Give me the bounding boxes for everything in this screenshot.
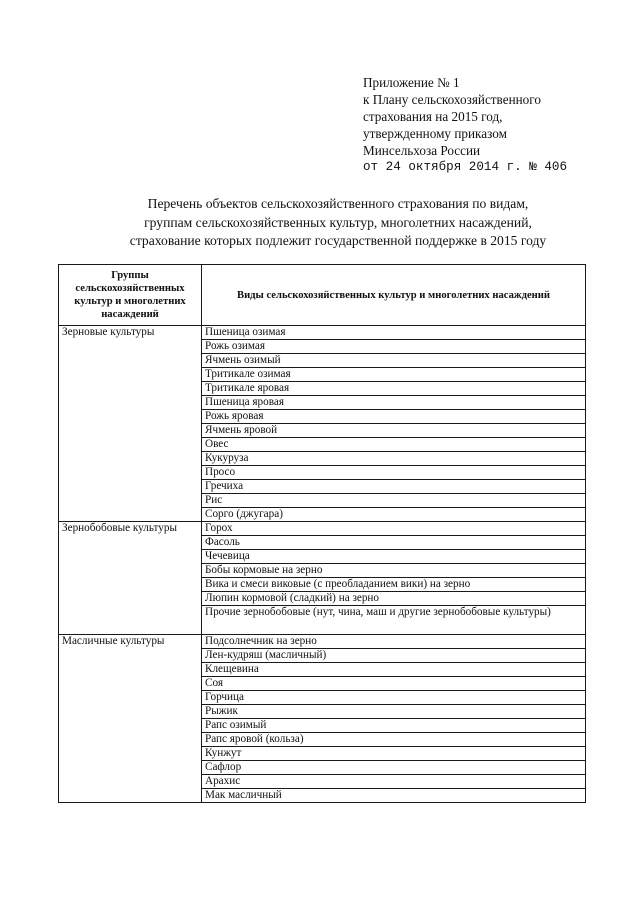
crop-cell: Ячмень яровой [202,424,586,438]
crop-cell: Клещевина [202,663,586,677]
title-line: группам сельскохозяйственных культур, многолетних насаждений, [144,214,532,230]
crop-cell: Рожь яровая [202,410,586,424]
table-row [59,522,586,536]
crop-cell: Бобы кормовые на зерно [202,564,586,578]
crop-cell: Сафлор [202,761,586,775]
crop-cell: Тритикале озимая [202,368,586,382]
group-cell: Зерновые культуры [59,326,202,522]
appendix-line: Приложение № 1 [363,75,460,90]
crop-cell: Лен-кудряш (масличный) [202,649,586,663]
crop-cell: Кунжут [202,747,586,761]
table-header-row [59,265,586,326]
header-groups: Группы сельскохозяйственных культур и многолетних насаждений [59,265,202,326]
title-line: страхование которых подлежит государственной поддержке в 2015 году [129,233,547,248]
crops-table [58,264,586,803]
appendix-header [363,74,603,176]
crop-cell: Просо [202,466,586,480]
crop-cell: Гречиха [202,480,586,494]
appendix-line: страхования на 2015 год, [363,109,503,124]
group-cell: Масличные культуры [59,635,202,803]
appendix-line: к Плану сельскохозяйственного [363,92,541,107]
title-line: Перечень объектов сельскохозяйственного страхования по видам, [147,196,529,211]
crop-cell: Сорго (джугара) [202,508,586,522]
crop-cell: Пшеница озимая [202,326,586,340]
crop-cell: Рыжик [202,705,586,719]
crop-cell: Рапс яровой (кольза) [202,733,586,747]
document-title [60,195,616,251]
crop-cell: Вика и смеси виковые (с преобладанием вики) на зерно [202,578,586,592]
crop-cell: Люпин кормовой (сладкий) на зерно [202,592,586,606]
table-body [59,326,586,803]
crop-cell: Чечевица [202,550,586,564]
crop-cell: Рис [202,494,586,508]
table-row [59,635,586,649]
crop-cell: Фасоль [202,536,586,550]
table-row [59,326,586,340]
crop-cell: Ячмень озимый [202,354,586,368]
crop-cell: Пшеница яровая [202,396,586,410]
appendix-order-line: от 24 октября 2014 г. № 406 [363,160,568,174]
crop-cell: Арахис [202,775,586,789]
crop-cell: Соя [202,677,586,691]
crop-cell: Овес [202,438,586,452]
crop-cell: Прочие зернобобовые (нут, чина, маш и другие зернобобовые культуры) [202,606,586,635]
crop-cell: Подсолнечник на зерно [202,635,586,649]
crop-cell: Рожь озимая [202,340,586,354]
crop-cell: Мак масличный [202,789,586,803]
crop-cell: Горчица [202,691,586,705]
crop-cell: Кукуруза [202,452,586,466]
crop-cell: Рапс озимый [202,719,586,733]
crop-cell: Горох [202,522,586,536]
header-types: Виды сельскохозяйственных культур и многолетних насаждений [202,265,586,326]
appendix-line: утвержденному приказом [363,126,507,141]
crop-cell: Тритикале яровая [202,382,586,396]
group-cell: Зернобобовые культуры [59,522,202,635]
appendix-line: Минсельхоза России [363,143,481,158]
